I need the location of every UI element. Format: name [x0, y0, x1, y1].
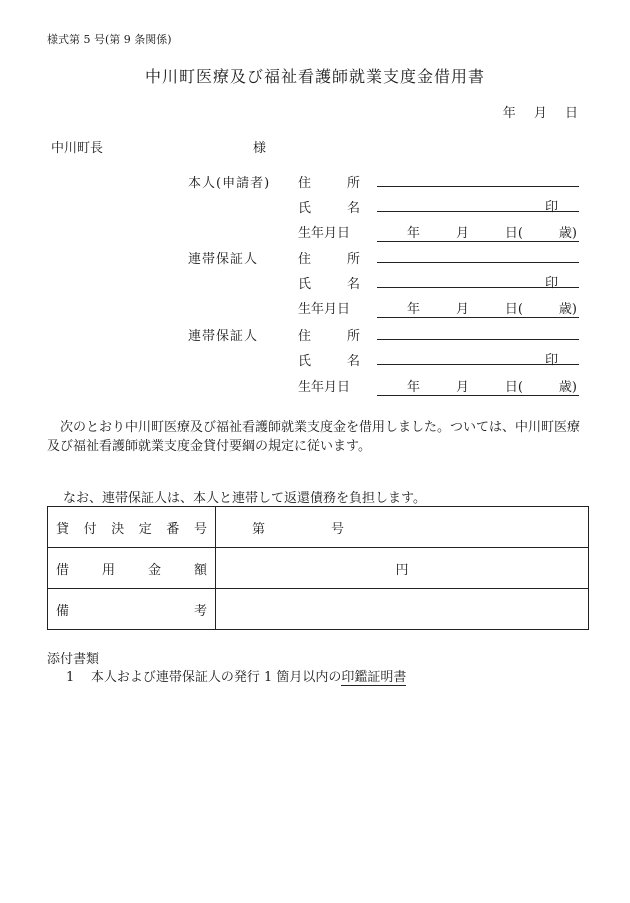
date-line: 年 月 日: [502, 106, 578, 121]
guarantor1-role: 連帯保証人: [188, 252, 259, 267]
yen-unit: 円: [395, 562, 409, 578]
guarantor1-name-label: [298, 273, 360, 292]
item-text-underlined: 印鑑証明書: [341, 670, 407, 685]
principal-birth-field[interactable]: [377, 222, 579, 242]
birth-month: 月: [455, 380, 469, 395]
label-char: 借: [56, 562, 70, 578]
label-char: 名: [346, 354, 360, 369]
guarantor2-birth-label: 生年月日: [298, 380, 351, 395]
label-char: 氏: [298, 354, 312, 369]
table-row: [48, 548, 589, 589]
document-title: 中川町医療及び福祉看護師就業支度金借用書: [144, 67, 485, 86]
body-paragraph: 次のとおり中川町医療及び福祉看護師就業支度金を借用しました。ついては、中川町医療及び福祉看護師就業支度金貸付要綱の規定に従います。: [47, 420, 581, 454]
age: 歳): [558, 226, 577, 241]
label-char: 住: [298, 329, 312, 344]
table-row: [48, 507, 589, 548]
principal-seal: 印: [545, 200, 559, 215]
guarantor1-address-label: [298, 248, 360, 267]
guarantor1-birth-label: 生年月日: [298, 302, 351, 317]
label-char: 額: [193, 562, 207, 578]
loan-amount-cell[interactable]: [216, 548, 589, 589]
label-char: 番: [166, 521, 180, 537]
remarks-cell[interactable]: [216, 589, 589, 630]
guarantor2-role: 連帯保証人: [188, 329, 259, 344]
label-char: 号: [193, 521, 207, 537]
table-row: [48, 589, 589, 630]
label-char: 住: [298, 252, 312, 267]
label-char: 氏: [298, 201, 312, 216]
guarantor2-address-field[interactable]: [377, 339, 579, 340]
birth-day: 日(: [504, 302, 523, 317]
remarks-label: [48, 589, 216, 630]
age: 歳): [558, 380, 577, 395]
guarantor1-address-field[interactable]: [377, 262, 579, 263]
item-text: 本人および連帯保証人の発行 1 箇月以内の: [90, 670, 342, 685]
label-char: 付: [83, 521, 97, 537]
addressee-honorific: 様: [253, 141, 267, 156]
loan-table: [47, 506, 589, 630]
label-char: 用: [101, 562, 115, 578]
label-char: 名: [346, 201, 360, 216]
guarantor2-name-label: [298, 350, 360, 369]
guarantor-note: なお、連帯保証人は、本人と連帯して返還債務を負担します。: [63, 491, 426, 506]
guarantor2-seal: 印: [545, 353, 559, 368]
birth-year: 年: [407, 380, 421, 395]
guarantor1-birth-field[interactable]: [377, 298, 579, 318]
label-char: 考: [193, 603, 207, 619]
label-char: 所: [346, 176, 360, 191]
birth-day: 日(: [504, 380, 523, 395]
principal-address-label: [298, 172, 360, 191]
label-char: 貸: [56, 521, 70, 537]
number-prefix: 第: [252, 521, 266, 537]
label-char: 名: [346, 277, 360, 292]
age: 歳): [558, 302, 577, 317]
guarantor2-birth-field[interactable]: [377, 376, 579, 396]
item-number: 1: [66, 670, 75, 685]
principal-address-field[interactable]: [377, 186, 579, 187]
guarantor1-seal: 印: [545, 276, 559, 291]
form-number: 様式第 5 号(第 9 条関係): [47, 33, 172, 46]
birth-day: 日(: [504, 226, 523, 241]
birth-year: 年: [407, 302, 421, 317]
number-suffix: 号: [331, 521, 345, 537]
label-char: 氏: [298, 277, 312, 292]
principal-name-label: [298, 197, 360, 216]
decision-number-cell[interactable]: [216, 507, 589, 548]
decision-number-label: [48, 507, 216, 548]
guarantor2-address-label: [298, 325, 360, 344]
label-char: 所: [346, 252, 360, 267]
loan-amount-label: [48, 548, 216, 589]
label-char: 所: [346, 329, 360, 344]
label-char: 決: [111, 521, 125, 537]
attachment-item: [66, 666, 406, 685]
addressee: 中川町長: [51, 141, 104, 156]
birth-month: 月: [455, 226, 469, 241]
label-char: 住: [298, 176, 312, 191]
label-char: 備: [56, 603, 70, 619]
birth-month: 月: [455, 302, 469, 317]
label-char: 金: [147, 562, 161, 578]
label-char: 定: [138, 521, 152, 537]
attachments-title: 添付書類: [47, 652, 100, 667]
principal-birth-label: 生年月日: [298, 226, 351, 241]
birth-year: 年: [407, 226, 421, 241]
principal-role: 本人(申請者): [188, 176, 271, 191]
